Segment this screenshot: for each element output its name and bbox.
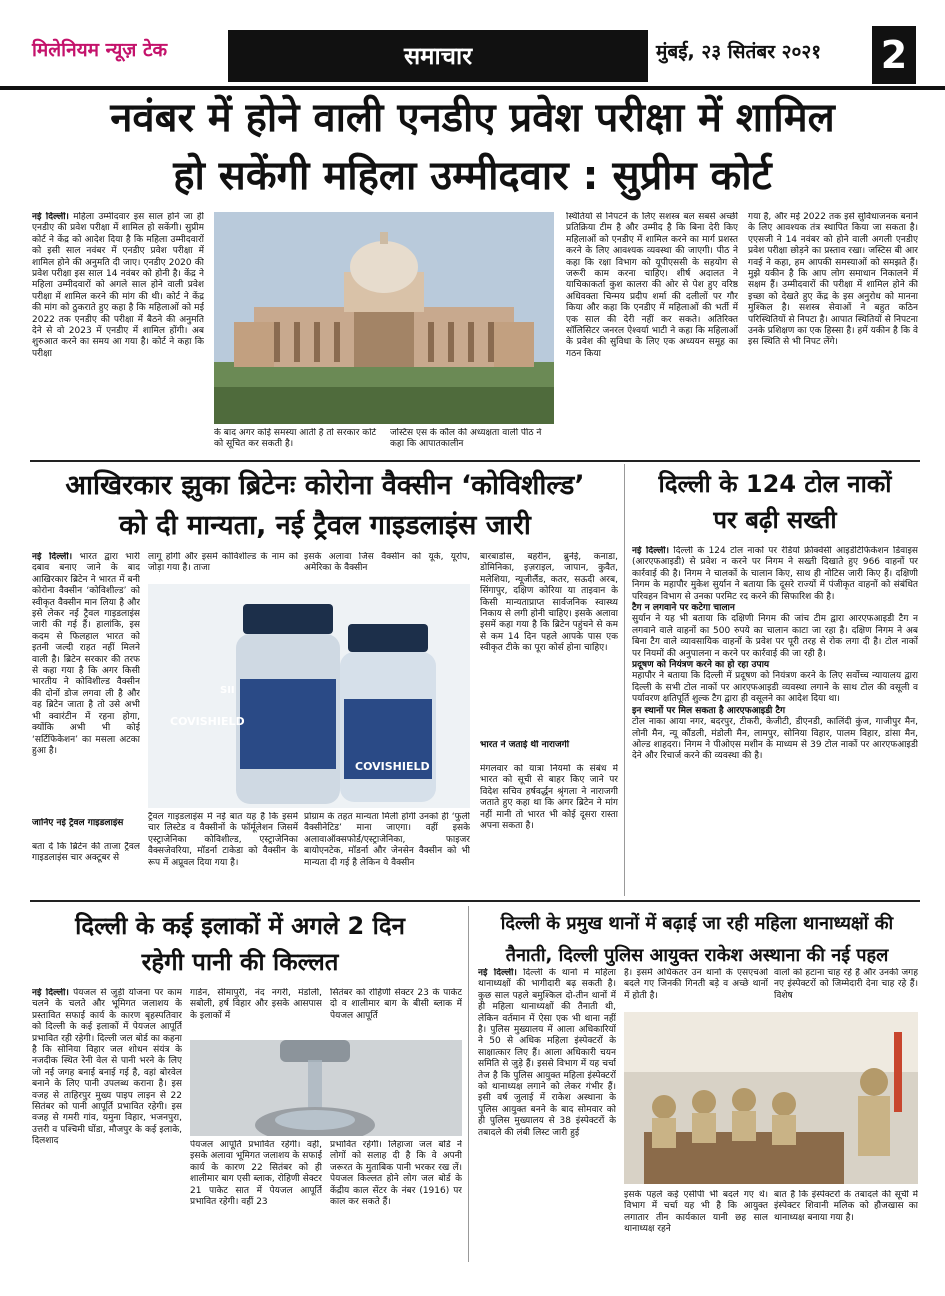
story1-col3: स्थितियों से निपटने के लिए सशस्त्र बल सबसे अच्छी प्रतिक्रिया टीम है और उम्मीद है कि बिना देरी किए महिलाओं को एनडीए में शामिल करने का मार्ग प्रशस्त करने के लिए आवश्यक व्यवस्था की जाएगी। पीठ ने कहा कि रक्षा विभाग को यूपीएससी के सहयोग से जरूरी काम करना चाहिए। शीर्ष अदालत ने याचिकाकर्ता कुश कालरा की ओर से पेश हुए वरिष्ठ अधिवक्ता चिन्मय प्रदीप शर्मा की दलीलों पर गौर किया और कहा कि एनडीए में महिलाओं की भर्ती में एक साल की देरी नहीं कर सकते। अतिरिक्त सॉलिसिटर जनरल ऐश्वर्या भाटी ने कहा कि महिलाओं के प्रवेश की सुविधा के लिए एक अध्ययन समूह का गठन किया (566, 212, 738, 359)
story3-sub3: इन स्थानों पर मिल सकता है आरएफआइडी टैग (632, 705, 786, 716)
column-divider-2 (468, 906, 469, 1262)
story5-col2-top: है। इसमें अधिकतर उन थानों के एसएचओ बदले गए जिनकी गिनती बड़े व अच्छे थानों में होती है। (624, 968, 768, 1001)
story2-col3-bottom: प्रोग्राम के तहत मान्यता मिली होगी उनको ही ‘फुली वैक्सीनेटिड’ माना जाएगा। वहीं इसके अलावाऑक्सफोर्ड/एस्ट्राजेनिका, फाइजर बायोएनटेक, मॉडर्ना और जेनसेन वैक्सीन को भी मान्यता दी गई है लेकिन ये वैक्सीन (304, 812, 470, 868)
story2-col1-subhead: जानिए नई ट्रैवल गाइडलाइंस (32, 818, 124, 828)
story4-col2-top: गार्डन, सीमापुरी, नंद नगरी, मंडोली, सबोली, हर्ष विहार और इसके आसपास के इलाकों में (190, 988, 322, 1021)
story1-col1-text: महिला उम्मीदवार इस साल होने जा ही एनडीए की प्रवेश परीक्षा में शामिल हो सकेंगी। सुप्रीम कोर्ट ने केंद्र को आदेश दिया है कि महिला उम्मीदवारों को इसी साल नवंबर में एनडीए प्रवेश परीक्षा में शामिल होने की अनुमति दी जाए। एनडीए 2020 की प्रवेश परीक्षा इस साल 14 नवंबर को होनी है। केंद्र ने महिला उम्मीदवारों को अगले साल होने वाली प्रवेश परीक्षा में शामिल करने की मांग की थी। कोर्ट ने केंद्र की मांग को ठुकराते हुए कहा है कि महिलाओं को मई 2022 तक एनडीए की परीक्षा में बैठने की अनुमति देने से वो 2023 में एनडीए में शामिल होंगी। अब शुरुआत करने का समय आ गया है। कोर्ट ने कहा कि परीक्षा (32, 212, 204, 359)
story5-col3-top: वालों को हटाना चाह रहे हैं और उनकी जगह नए इंस्पेक्टरों को जिम्मेदारी देना चाह रहे हैं।विशेष (774, 968, 918, 1001)
story4-headline-line1: दिल्ली के कई इलाकों में अगले 2 दिन (75, 912, 405, 940)
story2-col4: बारबाडोस, बहरीन, ब्रुनेई, कनाडा, डोमिनिका, इज़राइल, जापान, कुवैत, मलेशिया, न्यूजीलैंड, कतर, सऊदी अरब, सिंगापुर, दक्षिण कोरिया या ताइवान के किसी मान्यताप्राप्त सार्वजनिक स्वास्थ्य निकाय से लगी होनी चाहिए। इसके अलावा इसमें कहा गया है कि ब्रिटेन पहुंचने से कम से कम 14 दिन पहले आपके पास एक स्वीकृत टीके का पूरा कोर्स होना चाहिए। (480, 552, 618, 654)
story2-dateline: नई दिल्ली। (32, 552, 73, 562)
section-label: समाचार (228, 30, 648, 82)
story3-dateline: नई दिल्ली। (632, 546, 670, 556)
story4-col3-top: सितंबर को रोहिणी सेक्टर 23 के पाकेट दो व शालीमार बाग के बीसी ब्लाक में पेयजल आपूर्ति (330, 988, 462, 1021)
story3-para1-wrap (632, 546, 918, 603)
story3-headline-line1: दिल्ली के 124 टोल नाकों (658, 470, 892, 498)
story1-caption-right: जस्टिस एस के कौल की अध्यक्षता वाली पीठ ने कहा कि आपातकालीन (390, 428, 542, 450)
police-meeting-photo (624, 1012, 918, 1184)
story5-col3-bottom: बात है कि इंस्पेक्टरों के तबादले की सूची में इंस्पेक्टर शिवानी मलिक को हौजखास का थानाध्यक्ष बनाया गया है। (774, 1190, 918, 1223)
supreme-court-photo (214, 212, 554, 424)
story2-col1-text: भारत द्वारा भारी दबाव बनाए जाने के बाद आखिरकार ब्रिटेन ने भारत में बनी कोरोना वैक्सीन ‘कोविशील्ड’ को स्वीकृत वैक्सीन मान लिया है और इसे लेकर नई ट्रैवल गाइडलाइंस जारी की गई हैं। हालांकि, इस कदम से फिलहाल भारत को इतनी जल्दी राहत नहीं मिलने वाली है। ब्रिटेन सरकार की तरफ से कहा गया है कि अगर किसी भारतीय ने कोविशील्ड वैक्सीन की दोनों डोज लगवा ली है और वह ब्रिटेन जाता है तो उसे अभी भी क्वारंटीन में रहना होगा, क्योंकि अभी भी कोई ‘सर्टिफिकेशन’ का मसला अटका हुआ है। (32, 552, 140, 756)
story1-headline-line2: हो सकेंगी महिला उम्मीदवार : सुप्रीम कोर्ट (173, 153, 772, 199)
story3-sub2: प्रदूषण को नियंत्रण करने का हो रहा उपाय (632, 660, 770, 671)
sii-badge: SII (220, 685, 235, 696)
story5-col1-text: दिल्ली के थानों में महिला थानाध्यक्षों की भागीदारी बढ़ सकती है। कुछ साल पहले बमुश्किल दो-तीन थानों में ही महिला थानाध्यक्षों की तैनाती थी, लेकिन वर्तमान में ऐसा एक भी थाना नहीं है। पुलिस मुख्यालय में आला अधिकारियों ने 50 से अधिक महिला इंस्पेक्टरों के साक्षात्कार लिए हैं। आला अधिकारी चयन समिति से जुड़े हैं। इससे विभाग में यह चर्चा तेज है कि पुलिस आयुक्त महिला इंस्पेक्टरों को थानाध्यक्ष लगाने को लेकर गंभीर हैं। इसी वर्ष जुलाई में राकेश अस्थाना के पुलिस आयुक्त बनने के बाद सोमवार को ही पुलिस मुख्यालय से 38 इंस्पेक्टरों के तबादले की लंबी लिस्ट जारी हुई (478, 968, 616, 1138)
story2-col4-subhead: भारत ने जताई थी नाराजगी (480, 740, 570, 750)
story5-headline-line1: दिल्ली के प्रमुख थानों में बढ़ाई जा रही महिला थानाध्यक्षों की (500, 913, 894, 934)
story5-col2-bottom: इसके पहले कई एसीपी भी बदले गए थे। विभाग में चर्चा यह भी है कि आयुक्त लगातार तीन कार्यकाल यानी छह साल थानाध्यक्ष रहने (624, 1190, 768, 1235)
story3-body (632, 546, 918, 898)
column-divider (624, 464, 625, 896)
story4-col1 (32, 988, 182, 1260)
story2-col2-top: लागू होंगी और इसमें कोविशील्ड के नाम को जोड़ा गया है। ताजा (148, 552, 298, 574)
story4-col3-bottom: प्रभावित रहेगी। लिहाजा जल बोर्ड ने लोगों को सलाह दी है कि वे अपनी जरूरत के मुताबिक पानी भरकर रख लें। पेयजल किल्लत होने लोग जल बोर्ड के केंद्रीय काल सेंटर के नंबर (1916) पर काल कर सकते हैं। (330, 1140, 462, 1208)
story4-dateline: नई दिल्ली। (32, 988, 69, 998)
story2-col3-top: इसके अलावा जिस वैक्सीन को यूके, यूरोप, अमेरिका के वैक्सीन (304, 552, 470, 574)
water-tap-illustration (190, 1040, 462, 1136)
brand-logo: मिलेनियम न्यूज़ टेक (32, 39, 168, 61)
page-number: 2 (872, 26, 916, 84)
section-divider-2 (30, 900, 920, 902)
story5-dateline: नई दिल्ली। (478, 968, 517, 978)
story1-caption-left: के बाद अगर कोई समस्या आती है तो सरकार कोर्ट को सूचित कर सकती है। (214, 428, 377, 450)
dateline: मुंबई, २३ सितंबर २०२१ (656, 41, 822, 63)
story2-col1 (32, 552, 140, 814)
section-divider-1 (30, 460, 920, 462)
story3-para1: दिल्ली के 124 टोल नाकों पर रेडियो फ्रीक्वेंसी आइडेंटिफिकेशन डिवाइस (आरएफआइडी) से प्रवेश न करने पर निगम ने सख्ती दिखाते हुए 966 वाहनों पर कार्रवाई की है। निगम ने चालकों के चालान किए, साथ ही नोटिस जारी किए हैं। दक्षिणी निगम के महापौर मुकेश सुर्यान ने बताया कि दूसरे राज्यों में पंजीकृत वाहनों को संबंधित परिवहन विभाग से उनका परमिट रद करने की सिफारिश की है। (632, 546, 918, 602)
story4-col1-text: पेयजल से जुड़ी योजना पर काम चलने के चलते और भूमिगत जलाशय के प्रस्तावित सफाई कार्य के कारण बृहस्पतिवार को दिल्ली के कई इलाकों में पेयजल आपूर्ति प्रभावित रही रहेगी। दिल्ली जल बोर्ड का कहना है कि सोनिया विहार जल शोधन संयंत्र के नजदीक स्थित रेनी वेल से पानी भरने के लिए जो नई जगह बनाई बनाई गई है, वहां बोरवेल बनाने के लिए पानी उपलब्ध कराना है। इस वजह से ताहिरपुर मुख्य पाइप लाइन से 22 सितंबर को पानी आपूर्ति प्रभावित रहेगी। इस वजह से गमरी गांव, यमुना विहार, भजनपुरा, उत्तरी व पश्चिमी घोंडा, मौजपुर के कई इलाके, दिलशाद (32, 988, 182, 1147)
story4-headline-line2: रहेगी पानी की किल्लत (141, 948, 339, 976)
supreme-court-illustration (214, 212, 554, 424)
story1-headline-line1: नवंबर में होने वाली एनडीए प्रवेश परीक्षा में शामिल (110, 95, 835, 141)
covishield-vials-illustration (148, 584, 470, 808)
covishield-photo (148, 584, 470, 808)
story2-col1-tail: बता दें कि ब्रिटेन की ताजा ट्रैवल गाइडलाइंस चार अक्टूबर से (32, 842, 140, 864)
story1-col1 (32, 212, 204, 426)
story3-headline-line2: पर बढ़ी सख्ती (713, 506, 837, 534)
story2-col4-tail: मंगलवार को यात्रा नियमों के संबंध में भारत को सूची से बाहर किए जाने पर विदेश सचिव हर्षवर्द्धन श्रृंगला ने नाराजगी जताते हुए कहा था कि अगर ब्रिटेन ने मांग नहीं मानी तो भारत भी कोई दूसरा रास्ता अपना सकता है। (480, 764, 618, 832)
story1-col4: गया है, और मई 2022 तक इसे सुविधाजनक बनाने के लिए आवश्यक तंत्र स्थापित किया जा सकता है। एएसजी ने 14 नवंबर को होने वाली अगली एनडीए प्रवेश परीक्षा छोड़ने का प्रस्ताव रखा। जस्टिस बी आर गवई ने कहा, हम आपकी समस्याओं को समझते हैं। मुझे यकीन है कि आप लोग समाधान निकालने में सक्षम हैं। उम्मीदवारों की परीक्षा में शामिल होने की इच्छा को देखते हुए केंद्र के इस अनुरोध को मानना मुश्किल है। सशस्त्र सेवाओं ने बहुत कठिन परिस्थितियों से निपटा है। आपात स्थितियों से निपटना उनके प्रशिक्षण का एक हिस्सा है। हमें यकीन है कि वे इस स्थिति से भी निपट लेंगे। (748, 212, 918, 348)
story2-headline-line2: को दी मान्यता, नई ट्रैवल गाइडलाइंस जारी (119, 510, 531, 541)
story4-col2-bottom: पेयजल आपूर्ति प्रभावित रहेगी। वहीं, इसके अलावा भूमिगत जलाशय के सफाई कार्य के कारण 22 सितंबर को ही शालीमार बाग एसी ब्लाक, रोहिणी सेक्टर 21 पाकेट सात में पेयजल आपूर्ति प्रभावित रहेगी। वहीं 23 (190, 1140, 322, 1208)
police-meeting-illustration (624, 1012, 918, 1184)
story2-col2-bottom: ट्रैवल गाइडलाइंस में नई बात यह है कि इसमें चार लिस्टेड व वैक्सीनों के फॉर्मूलेशन जिसमें एस्ट्राजेनिका कोविशील्ड, एस्ट्राजेनिका वैक्सजेवरिया, मॉडर्ना टाकेडा को वैक्सीन के रूप में अप्रूवल दिया गया है। (148, 812, 298, 868)
covishield-label-left: COVISHIELD (170, 715, 245, 728)
story3-para3: महापौर ने बताया कि दिल्ली में प्रदूषण को नियंत्रण करने के लिए सर्वोच्च न्यायालय द्वारा दिल्ली के सभी टोल नाकों पर आरएफआइडी व्यवस्था लगाने के साथ टोल की वसूली व पर्यावरण क्षतिपूर्ति शुल्क टैग द्वारा ही वसूलने का आदेश दिया था। (632, 671, 918, 705)
story2-headline-line1: आखिरकार झुका ब्रिटेनः कोरोना वैक्सीन ‘कोविशील्ड’ (65, 470, 585, 501)
story3-para4: टोल नाका आया नगर, बदरपुर, टीकरी, केजीटी, डीएनडी, कालिंदी कुंज, गाजीपुर मैन, लोनी मैन, न्यू कौंडली, मंडोली मैन, लामपुर, सोनिया विहार, पालम विहार, डांसा मैन, ओल्ड शाहदरा। निगम ने पीओएस मशीन के माध्यम से 39 टोल नाकों पर आरएफआइडी देने और रिचार्ज करने की व्यवस्था की है। (632, 717, 918, 762)
story1-dateline: नई दिल्ली। (32, 212, 69, 222)
story3-para2: सुर्यान ने यह भी बताया कि दक्षिणी निगम की जांच टीम द्वारा आरएफआइडी टैग न लगवाने वाले वाहनों का 500 रुपये का चालान काटा जा रहा है। दक्षिण निगम ने अब बिना टैग वाले व्यावसायिक वाहनों के प्रवेश पर पूरी तरह से रोक लगा दी है। टोल नाकों पर नियमों की अनुपालना न करने पर कार्रवाई की जा रही है। (632, 614, 918, 659)
water-photo (190, 1040, 462, 1136)
story5-col1 (478, 968, 616, 1260)
story3-sub1: टैग न लगवाने पर कटेगा चालान (632, 603, 735, 614)
story5-headline-line2: तैनाती, दिल्ली पुलिस आयुक्त राकेश अस्थाना की नई पहल (505, 945, 889, 966)
covishield-label-right: COVISHIELD (355, 760, 430, 773)
masthead-rule (0, 86, 945, 90)
